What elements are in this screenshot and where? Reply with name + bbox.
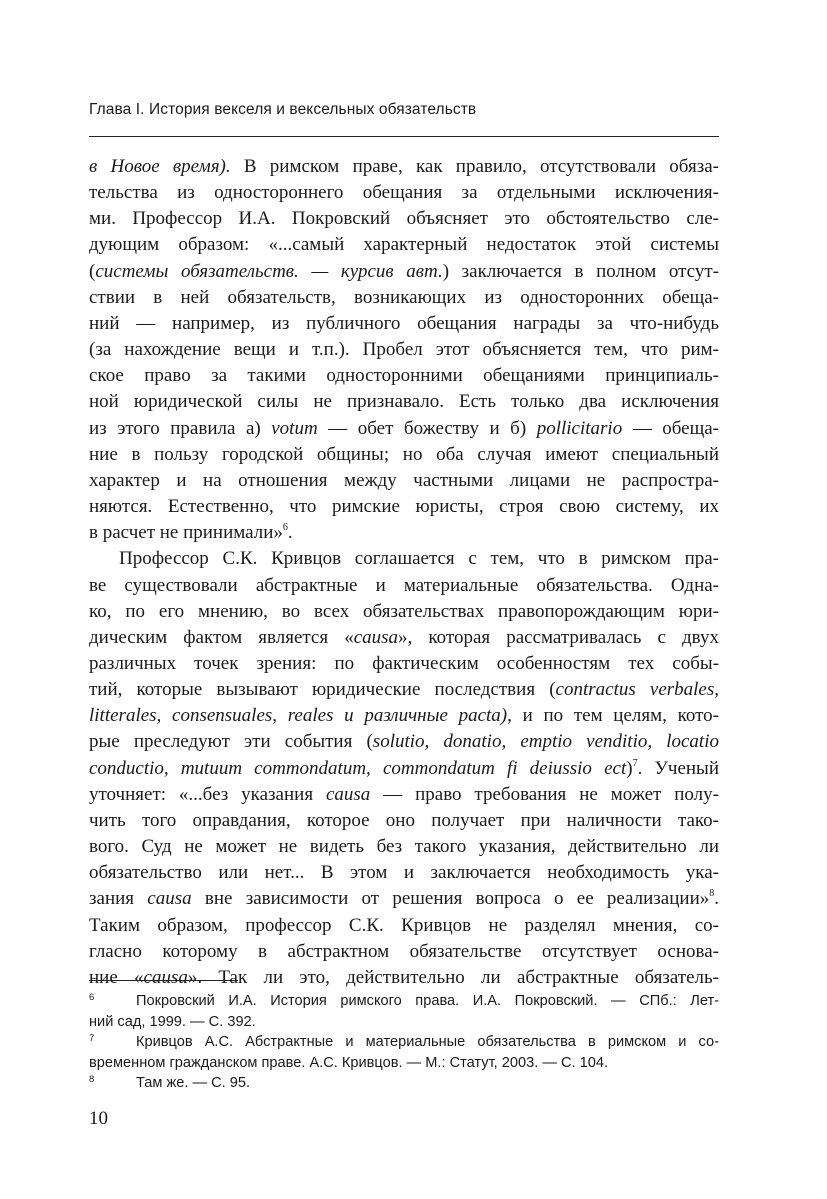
italic-text: litterales, consensuales, reales и различные pacta) <box>89 705 508 727</box>
footnote-text: Там же. — С. 95. <box>136 1075 251 1092</box>
text: уточняет: «...без указания <box>89 783 326 805</box>
text: — обет божеству и б) <box>317 417 537 439</box>
text-line <box>89 782 719 808</box>
text: ». Так ли это, действительно ли абстрактные обязатель- <box>187 966 719 988</box>
text-line: няются. Естественно, что римские юристы, строя свою систему, их <box>89 496 719 518</box>
italic-text: votum <box>271 417 318 439</box>
text-line: Таким образом, профессор С.К. Кривцов не разделял мнения, со- <box>89 914 719 936</box>
text-line: ствии в ней обязательств, возникающих из односторонних обеща- <box>89 286 719 308</box>
text: — обеща- <box>622 417 719 439</box>
text-line: ной юридической силы не признавало. Есть только два исключения <box>89 391 719 413</box>
text: рые преследуют эти события ( <box>89 731 373 753</box>
footnote-line: временном гражданском праве. А.С. Кривцов. — М.: Статут, 2003. — С. 104. <box>89 1054 609 1071</box>
text-line: дующим образом: «...самый характерный недостаток этой системы <box>89 234 719 256</box>
text: ) <box>626 757 633 779</box>
text-line: тельства из одностороннего обещания за отдельными исключения- <box>89 182 719 204</box>
text-line <box>89 965 719 991</box>
footnote-ref[interactable]: 7 <box>632 757 638 769</box>
text-line <box>89 416 719 442</box>
italic-text: в Новое время). <box>89 156 231 177</box>
text: . <box>287 522 293 544</box>
text-line: Профессор С.К. Кривцов соглашается с тем, что в римском пра- <box>119 548 719 570</box>
body-text <box>89 154 719 991</box>
text-line: различных точек зрения: по фактическим особенностям тех собы- <box>89 652 719 674</box>
italic-text: causa <box>143 966 188 988</box>
footnote-line: 6 Покровский И.А. История римского права. И.А. Покровский. — СПб.: Лет- <box>89 992 719 1009</box>
text: зания <box>89 888 148 910</box>
text-line <box>89 756 719 782</box>
footnote-ref[interactable]: 8 <box>709 888 715 900</box>
italic-text: causa <box>147 888 192 910</box>
text-line <box>89 886 719 912</box>
text-line: вого. Суд не может не видеть без такого указания, действительно ли <box>89 836 719 858</box>
italic-text: conductio, mutuum commondatum, commondatum fi deiussio ect <box>89 757 627 779</box>
text-line: ний — например, из публичного обещания награды за что-нибудь <box>89 312 719 334</box>
text-line <box>89 625 719 651</box>
text-line: ми. Профессор И.А. Покровский объясняет это обстоятельство сле- <box>89 208 719 230</box>
footnote-line: ний сад, 1999. — С. 392. <box>89 1013 256 1030</box>
text-line <box>89 703 719 729</box>
text: . <box>714 888 719 910</box>
text: дическим фактом является « <box>89 626 354 648</box>
text-line: ние в пользу городской общины; но оба случая имеют специальный <box>89 443 719 465</box>
footnote-line: 7 Кривцов А.С. Абстрактные и материальные обязательства в римском и со- <box>89 1033 719 1051</box>
text-line <box>89 677 719 703</box>
text: ние « <box>89 966 144 988</box>
header-divider <box>89 136 719 137</box>
text-line: ко, по его мнению, во всех обязательствах правопорождающим юри- <box>89 600 719 622</box>
text-line <box>89 729 719 755</box>
text: из этого правила а) <box>89 417 272 439</box>
text-line <box>89 259 719 285</box>
text: — право требования не может полу- <box>370 783 719 805</box>
footnotes <box>89 991 719 1094</box>
italic-text: causa <box>325 783 371 805</box>
italic-text: системы обязательств. — курсив авт. <box>95 260 443 282</box>
footnote-divider <box>89 980 238 981</box>
text: В римском праве, как правило, отсутствовали обяза- <box>230 156 719 177</box>
italic-text: solutio, donatio, emptio venditio, locatio <box>372 731 719 753</box>
text-line: гласно которому в абстрактном обязательстве отсутствует основа- <box>89 940 719 962</box>
footnote-text: Покровский И.А. История римского права. И.А. Покровский. — СПб.: Лет- <box>136 993 719 1009</box>
text-line: чить того оправдания, которое оно получает при наличности тако- <box>89 809 719 831</box>
text: . Ученый <box>637 757 719 779</box>
text-line: ское право за такими односторонними обещаниями принципиаль- <box>89 365 719 387</box>
text: ) заключается в полном отсут- <box>442 260 719 282</box>
italic-text: contractus verbales, <box>555 679 719 701</box>
text: , и по тем целям, кото- <box>507 705 719 727</box>
text: тий, которые вызывают юридические последствия ( <box>89 679 556 701</box>
text-line: обязательство или нет... В этом и заключается необходимость ука- <box>89 862 719 884</box>
text-line <box>89 520 719 546</box>
text-line: (за нахождение вещи и т.п.). Пробел этот объясняется тем, что рим- <box>89 339 719 361</box>
running-head: Глава I. История векселя и вексельных обязательств <box>89 101 477 118</box>
page-number: 10 <box>89 1108 108 1129</box>
footnote-ref[interactable]: 6 <box>282 522 288 534</box>
text-line: ве существовали абстрактные и материальные обязательства. Одна- <box>89 574 719 596</box>
text: », которая рассматривалась с двух <box>398 626 719 648</box>
footnote-line: 8 Там же. — С. 95. <box>89 1074 251 1092</box>
text-line <box>89 154 719 180</box>
footnote-text: Кривцов А.С. Абстрактные и материальные обязательства в римском и со- <box>136 1034 719 1051</box>
text: ( <box>89 260 96 282</box>
text: в расчет не принимали» <box>89 522 283 544</box>
italic-text: causa <box>353 626 399 648</box>
text-line: характер и на отношения между частными лицами не распростра- <box>89 469 719 491</box>
text: вне зависимости от решения вопроса о ее реализации» <box>191 888 710 910</box>
italic-text: pollicitario <box>536 417 623 439</box>
